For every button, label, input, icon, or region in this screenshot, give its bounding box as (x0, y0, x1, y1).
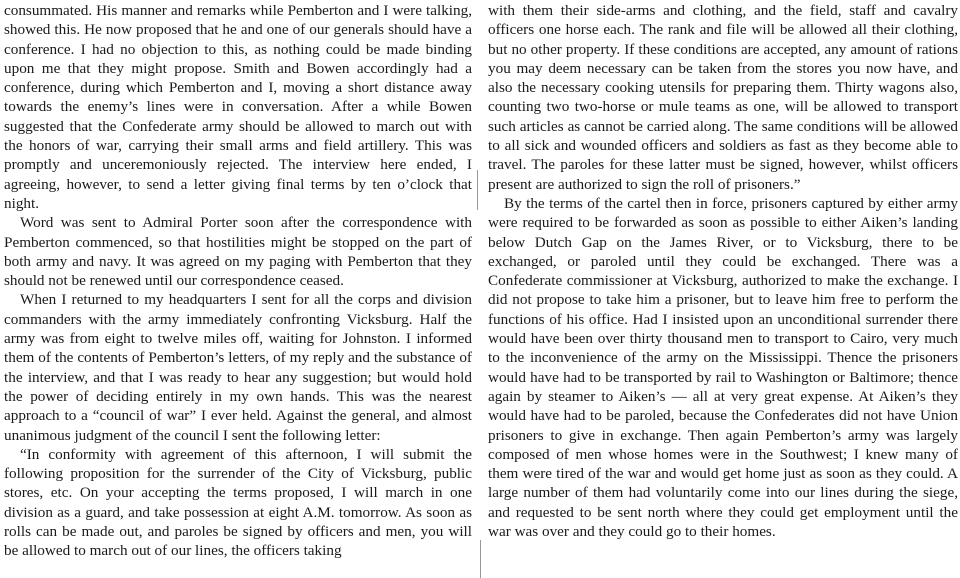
quoted-letter-end: with them their side-arms and clothing, and the field, staff and cavalry officers one horse each. The rank and file will be allowed all their clothing, but no other property. If these conditions are accepted, any amount of rations you may deem necessary can be taken from the stores you now have, and also the necessary cooking utensils for preparing them. Thirty wagons also, counting two two-horse or mule teams as one, will be allowed to transport such articles as cannot be carried along. The same conditions will be allowed to all sick and wounded officers and soldiers as fast as they become able to travel. The paroles for these latter must be signed, however, whilst officers present are authorized to sign the roll of prisoners.” (488, 2, 958, 193)
paragraph-headquarters: When I returned to my headquarters I sent for all the corps and division commanders with the army immediately confronting Vicksburg. Half the army was from eight to twelve miles off, waiting for Johnston. I informed them of the contents of Pemberton’s letters, of my reply and the substance of the interview, and that I was ready to hear any suggestion; but would hold the power of deciding entirely in my own hands. This was the nearest approach to a “council of war” I ever held. Against the general, and almost unanimous judgment of the council I sent the following letter: (4, 291, 472, 444)
paragraph-cartel: By the terms of the cartel then in force, prisoners captured by either army were required to be forwarded as soon as possible to either Aiken’s landing below Dutch Gap on the James River, or to Vicksburg, there to be exchanged, or paroled until they could be exchanged. There was a Confederate commissioner at Vicksburg, authorized to make the exchange. I did not propose to take him a prisoner, but to leave him free to perform the functions of his office. Had I insisted upon an unconditional surrender there would have been over thirty thousand men to transport to Cairo, very much to the inconvenience of the army on the Mississippi. Thence the prisoners would have had to be transported by rail to Washington or Baltimore; thence again by steamer to Aiken’s — all at very great expense. At Aiken’s they would have had to be paroled, because the Confederates did not have Union prisoners to give in exchange. Then again Pemberton’s army was largely composed of men whose homes were in the Southwest; I knew many of them were tired of the war and would get home just as soon as they could. A large number of them had voluntarily come into our lines during the siege, and requested to be sent north where they could get employment until the war was over and they could go to their homes. (488, 194, 958, 541)
paragraph-admiral-porter: Word was sent to Admiral Porter soon after the correspondence with Pemberton commenced, so that hostilities might be stopped on the part of both army and navy. It was agreed on my paging with Pemberton that they should not be renewed until our correspondence ceased. (4, 214, 472, 290)
quoted-letter-start: “In conformity with agreement of this afternoon, I will submit the following proposition for the surrender of the City of Vicksburg, public stores, etc. On your accepting the terms proposed, I will march in one division as a guard, and take possession at eight A.M. tomorrow. As soon as rolls can be made out, and paroles be signed by officers and men, you will be allowed to march out of our lines, the officers taking (4, 445, 472, 560)
paragraph-continuation: consummated. His manner and remarks while Pemberton and I were talking, showed this. He now proposed that he and one of our generals should have a conference. I had no objection to this, as nothing could be made binding upon me that they might propose. Smith and Bowen accordingly had a conference, during which Pemberton and I, moving a short distance away towards the enemy’s lines were in conversation. After a while Bowen suggested that the Confederate army should be allowed to march out with the honors of war, carrying their small arms and field artillery. This was promptly and unceremoniously rejected. The interview here ended, I agreeing, however, to send a letter giving final terms by ten o’clock that night. (4, 2, 472, 212)
page-divider-bottom (480, 540, 481, 578)
left-page (0, 0, 476, 578)
page-divider (477, 170, 478, 210)
right-page (476, 0, 960, 578)
